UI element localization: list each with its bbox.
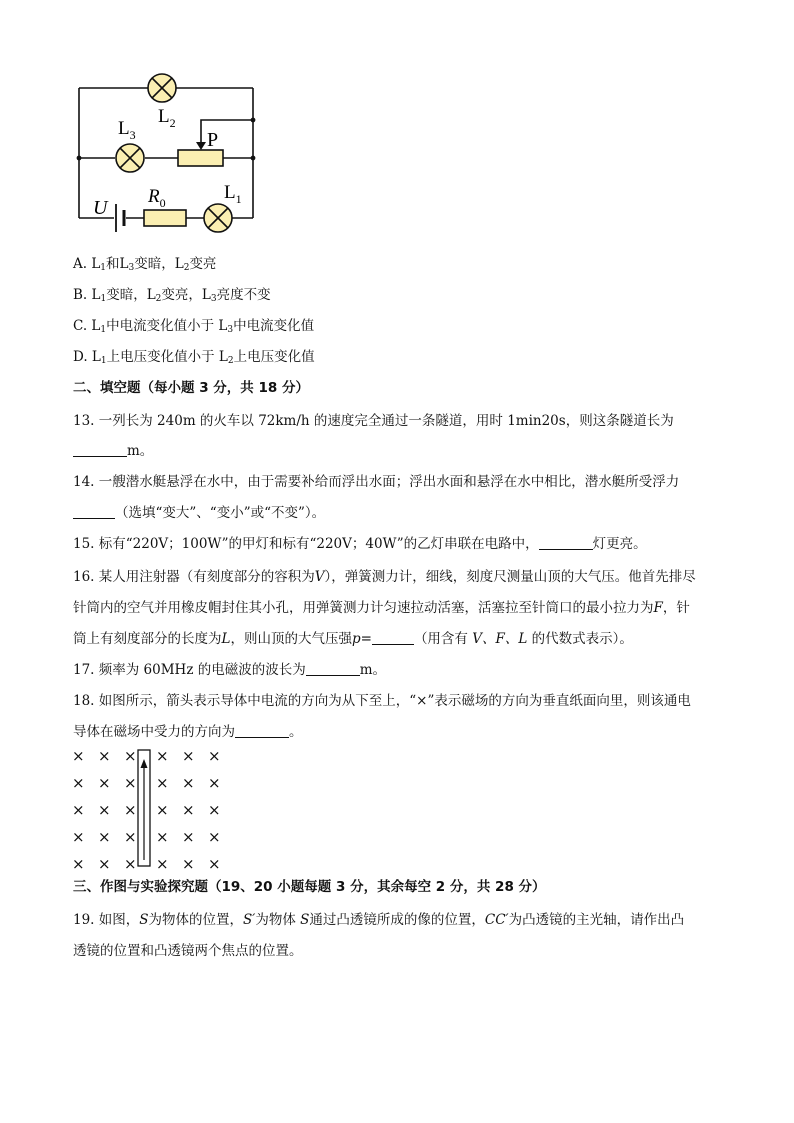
answer-blank-13[interactable] [73,442,127,457]
field-x-mark: × [72,801,85,819]
label-l2: $L_2$ [158,106,176,130]
answer-blank-17[interactable] [306,661,360,676]
field-x-mark: × [124,855,137,872]
lamp-l1-icon [204,204,232,232]
answer-blank-15[interactable] [539,535,593,550]
answer-blank-16[interactable] [372,630,414,645]
option-d: D. $L_1$上电压变化值小于 $L_2$上电压变化值 [73,349,315,366]
field-x-mark: × [208,801,221,819]
lamp-l2-icon [148,74,176,102]
field-x-mark: × [72,774,85,792]
field-x-mark: × [156,855,169,872]
field-x-mark: × [124,747,137,765]
option-a: A. $L_1$和$L_3$变暗，$L_2$变亮 [73,256,217,273]
resistor-r0-icon [144,210,186,226]
option-c: C. $L_1$中电流变化值小于 $L_3$中电流变化值 [73,318,315,335]
label-r0: $R_0$ [148,186,166,210]
question-19-line1: 19. 如图，S为物体的位置，S′为物体 S通过凸透镜所成的像的位置，CC′为凸透镜的主光轴，请作出凸 [73,912,685,928]
field-x-mark: × [156,801,169,819]
option-b: B. $L_1$变暗，$L_2$变亮，$L_3$亮度不变 [73,287,271,304]
question-13-line1: 13. 一列长为 240m 的火车以 72km/h 的速度完全通过一条隧道，用时 1min20s，则这条隧道长为 [73,413,674,429]
label-u: U [93,197,108,219]
label-l1: $L_1$ [224,182,242,206]
section-3-title: 三、作图与实验探究题（19、20 小题每题 3 分，其余每空 2 分，共 28 分） [73,879,546,895]
question-16-line1: 16. 某人用注射器（有刻度部分的容积为V），弹簧测力计，细线，刻度尺测量山顶的大气压。他首先排尽 [73,569,696,585]
field-x-mark: × [208,828,221,846]
section-2-title: 二、填空题（每小题 3 分，共 18 分） [73,380,309,396]
label-p: P [207,129,219,151]
field-x-mark: × [156,747,169,765]
magnetic-field-diagram [66,744,226,872]
field-x-mark: × [72,747,85,765]
field-x-mark: × [98,855,111,872]
field-x-mark: × [208,774,221,792]
question-18-line1: 18. 如图所示，箭头表示导体中电流的方向为从下至上，“×”表示磁场的方向为垂直纸面向里，则该通电 [73,693,691,709]
question-14-line1: 14. 一艘潜水艇悬浮在水中，由于需要补给而浮出水面；浮出水面和悬浮在水中相比，潜水艇所受浮力 [73,474,680,490]
answer-blank-18[interactable] [235,723,289,738]
answer-blank-14[interactable] [73,504,115,519]
question-16-line3: 筒上有刻度部分的长度为L，则山顶的大气压强p= （用含有 V、F、L 的代数式表示）。 [73,631,633,647]
field-x-mark: × [124,828,137,846]
field-x-mark: × [208,855,221,872]
field-x-mark: × [98,801,111,819]
question-17: 17. 频率为 60MHz 的电磁波的波长为 m。 [73,662,387,678]
field-x-mark: × [182,855,195,872]
field-x-mark: × [72,855,85,872]
field-x-mark: × [98,828,111,846]
field-x-mark: × [124,801,137,819]
field-x-mark: × [124,774,137,792]
field-x-mark: × [98,774,111,792]
question-13-line2: m。 [73,442,153,460]
circuit-diagram [60,60,280,245]
field-x-mark: × [182,747,195,765]
field-x-mark: × [98,747,111,765]
lamp-l3-icon [116,144,144,172]
question-14-line2: （选填“变大”、“变小”或“不变”）。 [73,504,325,522]
rheostat-icon [178,150,223,166]
question-19-line2: 透镜的位置和凸透镜两个焦点的位置。 [73,943,303,959]
label-l3: $L_3$ [118,118,136,142]
field-x-mark: × [182,828,195,846]
field-x-mark: × [156,774,169,792]
field-x-mark: × [156,828,169,846]
question-18-line2: 导体在磁场中受力的方向为 。 [73,724,303,740]
field-x-mark: × [182,801,195,819]
field-x-mark: × [208,747,221,765]
battery-icon [116,204,124,232]
field-x-mark: × [72,828,85,846]
question-16-line2: 针筒内的空气并用橡皮帽封住其小孔，用弹簧测力计匀速拉动活塞，活塞拉至针筒口的最小拉力为F，针 [73,600,690,616]
question-15: 15. 标有“220V；100W”的甲灯和标有“220V；40W”的乙灯串联在电路中， 灯更亮。 [73,536,647,552]
field-x-mark: × [182,774,195,792]
